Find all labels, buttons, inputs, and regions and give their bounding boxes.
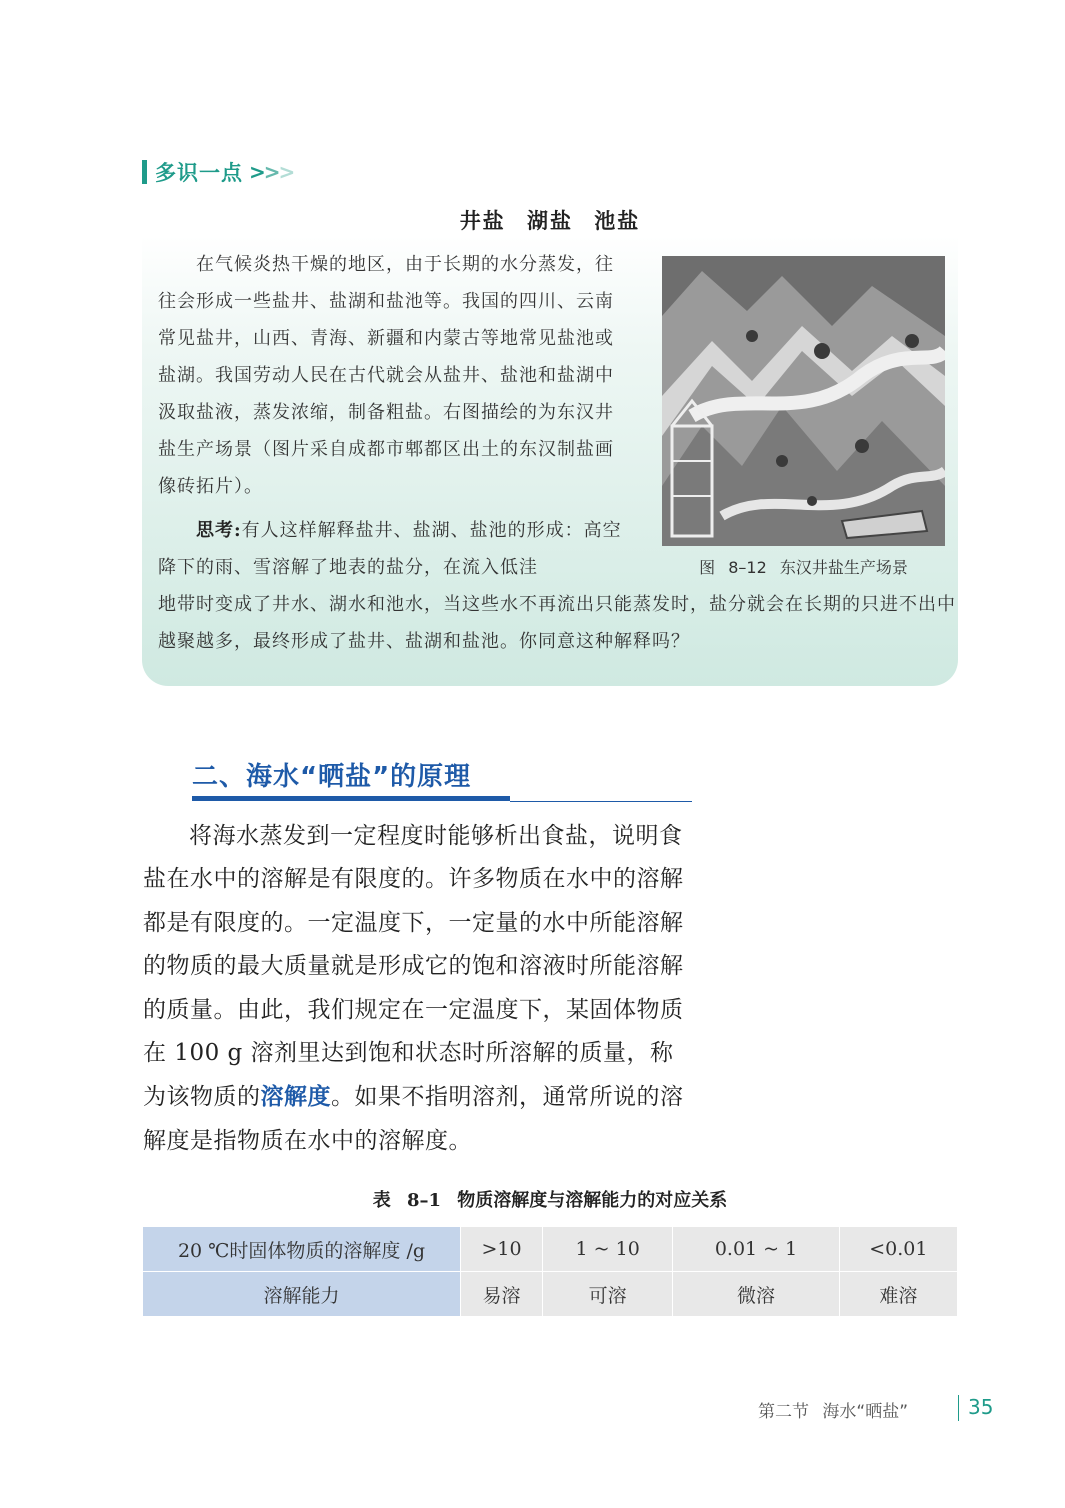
table-cell: <0.01	[839, 1227, 957, 1272]
page-number: 35	[968, 1395, 994, 1419]
footer-divider	[958, 1395, 959, 1421]
table-row-header: 20 ℃时固体物质的溶解度 /g	[143, 1227, 461, 1272]
callout-title: 井盐 湖盐 池盐	[459, 209, 641, 233]
body-paragraph	[143, 815, 695, 1163]
relief-rubbing-illustration	[662, 256, 945, 546]
table-cell: 可溶	[543, 1272, 673, 1317]
think-paragraph-continued: 地带时变成了井水、湖水和池水，当这些水不再流出只能蒸发时，盐分就会在长期的只进不出中越聚越多，最终形成了盐井、盐湖和盐池。你同意这种解释吗？	[158, 594, 956, 652]
think-paragraph	[158, 512, 628, 586]
think-text-start: 有人这样解释盐井、盐湖、盐池的形成：高空降下的雨、雪溶解了地表的盐分，在流入低洼	[158, 520, 622, 578]
table-cell: >10	[461, 1227, 543, 1272]
table-cell: 1 ~ 10	[543, 1227, 673, 1272]
solubility-table	[142, 1226, 958, 1317]
table-row	[143, 1272, 958, 1317]
callout-accent-bar	[142, 160, 147, 184]
callout-label: 多识一点	[155, 161, 243, 185]
chevron-right-icon: >	[263, 160, 279, 184]
chevron-right-icon: >	[278, 160, 294, 184]
callout-paragraph: 在气候炎热干燥的地区，由于长期的水分蒸发，往往会形成一些盐井、盐湖和盐池等。我国的四川、云南常见盐井，山西、青海、新疆和内蒙古等地常见盐池或盐湖。我国劳动人民在古代就会从盐井、盐池和盐湖中汲取盐液，蒸发浓缩，制备粗盐。右图描绘的为东汉井盐生产场景（图片采自成都市郫都区出土的东汉制盐画像砖拓片）。	[158, 254, 614, 497]
callout-header	[142, 155, 293, 189]
section-title: 二、海水“晒盐”的原理	[192, 762, 472, 792]
chevron-right-icon: >	[249, 160, 264, 184]
figure-caption: 图 8–12 东汉井盐生产场景	[699, 558, 908, 577]
keyword-solubility: 溶解度	[260, 1083, 331, 1111]
table-row	[143, 1227, 958, 1272]
think-label: 思考:	[196, 520, 242, 541]
section-title-underline	[192, 796, 510, 801]
table-cell: 0.01 ~ 1	[673, 1227, 839, 1272]
chevron-right-icons	[249, 160, 293, 184]
footer-section-name: 第二节 海水“晒盐”	[758, 1402, 909, 1422]
body-text-after: 。如果不指明溶剂，通常所说的溶解度是指物质在水中的溶解度。	[143, 1084, 684, 1154]
section-title-rule	[510, 801, 692, 802]
table-cell: 易溶	[461, 1272, 543, 1317]
table-row-header: 溶解能力	[143, 1272, 461, 1317]
body-text-before: 将海水蒸发到一定程度时能够析出食盐，说明食盐在水中的溶解是有限度的。许多物质在水中的溶解都是有限度的。一定温度下，一定量的水中所能溶解的物质的最大质量就是形成它的饱和溶液时所能溶解的质量。由此，我们规定在一定温度下，某固体物质在 100 g 溶剂里达到饱和状态时所溶解的质量，称为该物质的	[143, 823, 684, 1111]
table-cell: 微溶	[673, 1272, 839, 1317]
salt-well-relief-image	[662, 256, 945, 546]
table-caption: 表 8–1 物质溶解度与溶解能力的对应关系	[372, 1190, 728, 1211]
table-cell: 难溶	[839, 1272, 957, 1317]
